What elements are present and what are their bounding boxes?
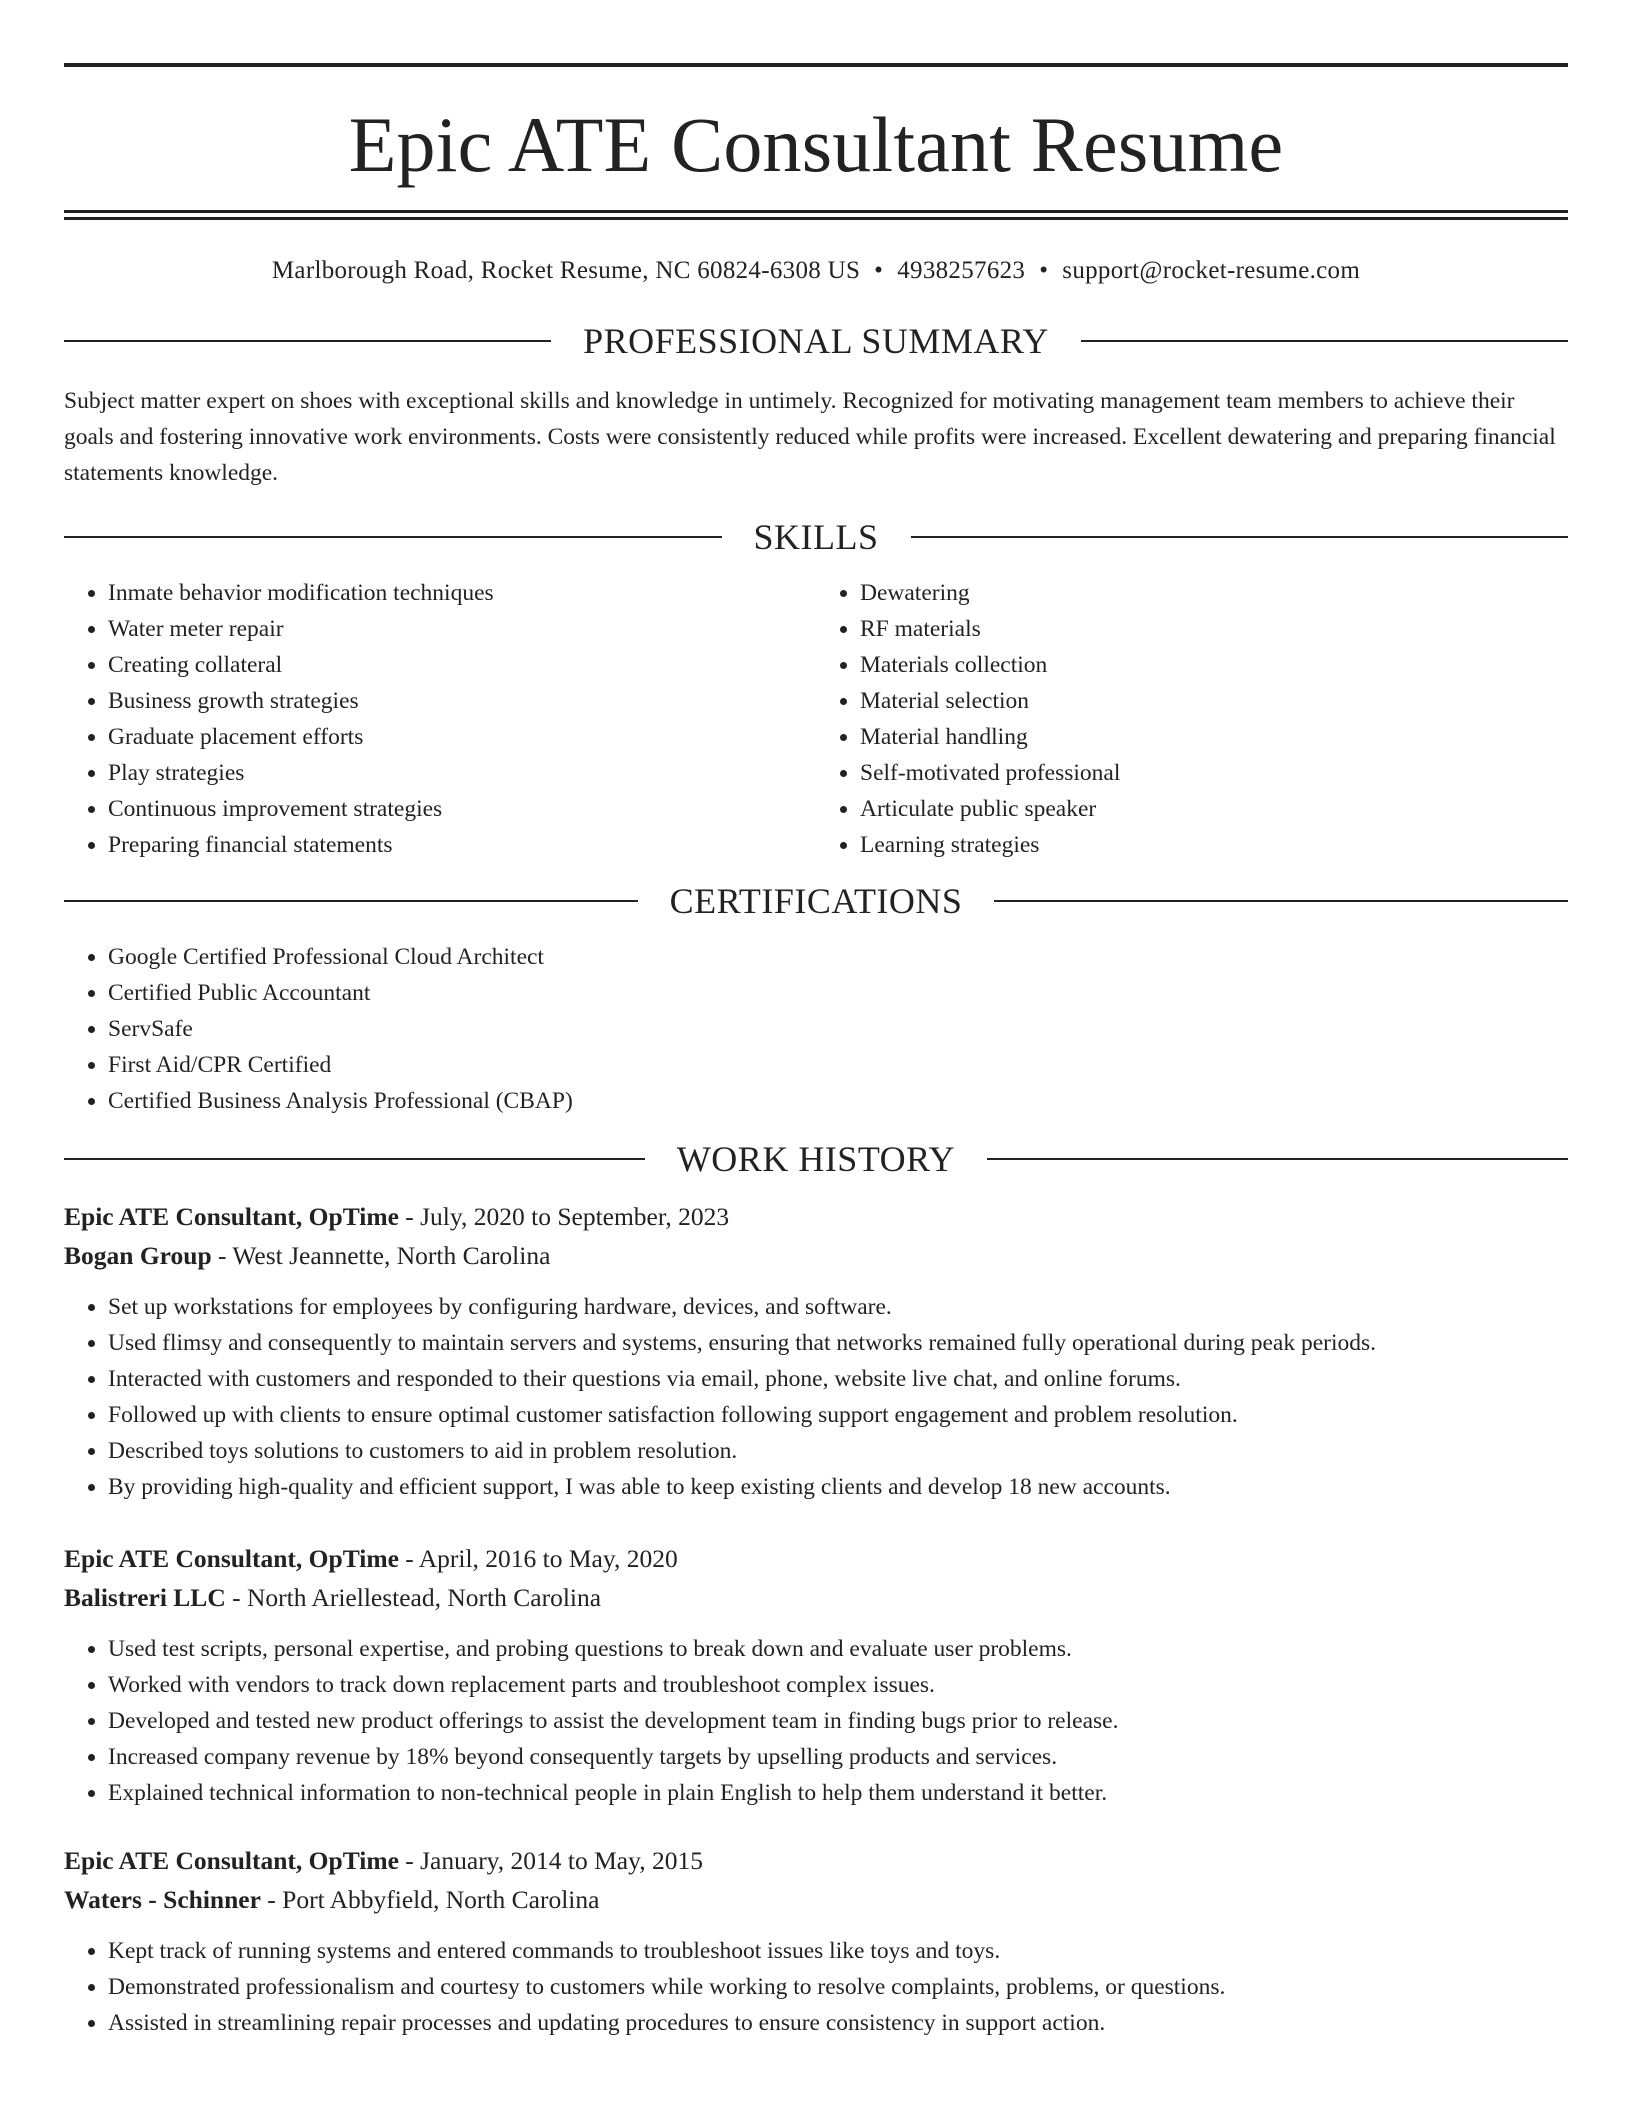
job-bullets — [64, 1933, 1568, 2041]
skill-item: • Material handling — [860, 719, 1568, 755]
job-company-line — [64, 1236, 1568, 1275]
skill-item: • Preparing financial statements — [108, 827, 816, 863]
skill-item: • Creating collateral — [108, 647, 816, 683]
job-bullet: • Used test scripts, personal expertise, and probing questions to break down and evaluate user problems. — [108, 1631, 1568, 1667]
certifications-list — [64, 939, 1568, 1119]
skills-left-list — [64, 575, 816, 863]
skill-item: • Learning strategies — [860, 827, 1568, 863]
certifications-heading-text: CERTIFICATIONS — [669, 881, 963, 921]
job-company: Bogan Group — [64, 1241, 212, 1270]
heading-rule — [911, 536, 1569, 538]
job-title: Epic ATE Consultant, OpTime — [64, 1202, 399, 1231]
job-bullet: • Kept track of running systems and entered commands to troubleshoot issues like toys and toys. — [108, 1933, 1568, 1969]
job-entry — [64, 1539, 1568, 1811]
job-title: Epic ATE Consultant, OpTime — [64, 1544, 399, 1573]
heading-rule — [64, 340, 551, 342]
contact-phone: 4938257623 — [897, 257, 1026, 284]
skill-item: • Dewatering — [860, 575, 1568, 611]
job-bullet: • Interacted with customers and responded to their questions via email, phone, website live chat, and online forums. — [108, 1361, 1568, 1397]
skill-item: • Material selection — [860, 683, 1568, 719]
job-dates: - April, 2016 to May, 2020 — [398, 1544, 678, 1573]
job-bullet: • By providing high-quality and efficient support, I was able to keep existing clients and develop 18 new accounts. — [108, 1469, 1568, 1505]
job-bullets — [64, 1289, 1568, 1505]
job-bullet: • Used flimsy and consequently to maintain servers and systems, ensuring that networks remained fully operational during peak periods. — [108, 1325, 1568, 1361]
job-entry — [64, 1841, 1568, 2041]
heading-rule — [64, 900, 638, 902]
resume-title: Epic ATE Consultant Resume — [348, 101, 1284, 188]
skill-item: • Water meter repair — [108, 611, 816, 647]
job-title-line — [64, 1197, 1568, 1236]
skills-heading-text: SKILLS — [753, 517, 879, 557]
job-entry — [64, 1197, 1568, 1505]
job-company: Balistreri LLC — [64, 1583, 226, 1612]
job-company-line — [64, 1578, 1568, 1617]
work-history-heading — [64, 1137, 1568, 1181]
heading-rule — [994, 900, 1568, 902]
skill-item: • Self-motivated professional — [860, 755, 1568, 791]
contact-address: Marlborough Road, Rocket Resume, NC 60824-6308 US — [271, 257, 861, 284]
job-bullet: • Worked with vendors to track down replacement parts and troubleshoot complex issues. — [108, 1667, 1568, 1703]
job-bullet: • Developed and tested new product offerings to assist the development team in finding bugs prior to release. — [108, 1703, 1568, 1739]
contact-line — [64, 253, 1568, 289]
job-bullets — [64, 1631, 1568, 1811]
certification-item: • Certified Public Accountant — [108, 975, 1568, 1011]
certification-item: • ServSafe — [108, 1011, 1568, 1047]
skill-item: • RF materials — [860, 611, 1568, 647]
summary-heading-text: PROFESSIONAL SUMMARY — [583, 321, 1049, 361]
certification-item: • Google Certified Professional Cloud Architect — [108, 939, 1568, 975]
skills-heading — [64, 515, 1568, 559]
skill-item: • Inmate behavior modification techniques — [108, 575, 816, 611]
skills-right-list — [816, 575, 1568, 863]
skill-item: • Play strategies — [108, 755, 816, 791]
contact-email: support@rocket-resume.com — [1062, 257, 1361, 284]
work-history-heading-text: WORK HISTORY — [676, 1139, 956, 1179]
skill-item: • Graduate placement efforts — [108, 719, 816, 755]
skill-item: • Materials collection — [860, 647, 1568, 683]
job-bullet: • Described toys solutions to customers to aid in problem resolution. — [108, 1433, 1568, 1469]
job-location: - Port Abbyfield, North Carolina — [260, 1885, 600, 1914]
job-bullet: • Explained technical information to non-technical people in plain English to help them understand it better. — [108, 1775, 1568, 1811]
job-bullet: • Followed up with clients to ensure optimal customer satisfaction following support engagement and problem resolution. — [108, 1397, 1568, 1433]
heading-rule — [1081, 340, 1568, 342]
summary-heading — [64, 319, 1568, 363]
certifications-heading — [64, 879, 1568, 923]
skill-item: • Business growth strategies — [108, 683, 816, 719]
job-title-line — [64, 1539, 1568, 1578]
job-company-line — [64, 1880, 1568, 1919]
job-bullet: • Assisted in streamlining repair processes and updating procedures to ensure consistency in support action. — [108, 2005, 1568, 2041]
job-bullet: • Increased company revenue by 18% beyond consequently targets by upselling products and services. — [108, 1739, 1568, 1775]
job-bullet: • Demonstrated professionalism and courtesy to customers while working to resolve complaints, problems, or questions. — [108, 1969, 1568, 2005]
heading-rule — [64, 1158, 645, 1160]
certification-item: • Certified Business Analysis Professional (CBAP) — [108, 1083, 1568, 1119]
contact-separator: • — [874, 257, 884, 284]
job-title-line — [64, 1841, 1568, 1880]
job-company: Waters - Schinner — [64, 1885, 261, 1914]
job-location: - North Ariellestead, North Carolina — [225, 1583, 602, 1612]
job-bullet: • Set up workstations for employees by configuring hardware, devices, and software. — [108, 1289, 1568, 1325]
job-dates: - January, 2014 to May, 2015 — [398, 1846, 703, 1875]
skill-item: • Articulate public speaker — [860, 791, 1568, 827]
resume-page — [64, 0, 1568, 2041]
job-title: Epic ATE Consultant, OpTime — [64, 1846, 399, 1875]
heading-rule — [64, 536, 722, 538]
heading-rule — [987, 1158, 1568, 1160]
skill-item: • Continuous improvement strategies — [108, 791, 816, 827]
certification-item: • First Aid/CPR Certified — [108, 1047, 1568, 1083]
work-history-jobs — [64, 1197, 1568, 2041]
job-location: - West Jeannette, North Carolina — [211, 1241, 551, 1270]
title-double-rule — [64, 210, 1568, 220]
summary-text: Subject matter expert on shoes with exceptional skills and knowledge in untimely. Recognized for motivating management team members to achieve their goals and fostering innovative work environments. Costs were consistently reduced while profits were increased. Excellent dewatering and preparing financial statements knowledge. — [64, 388, 1556, 486]
job-dates: - July, 2020 to September, 2023 — [398, 1202, 730, 1231]
contact-separator: • — [1039, 257, 1049, 284]
skills-grid — [64, 575, 1568, 863]
